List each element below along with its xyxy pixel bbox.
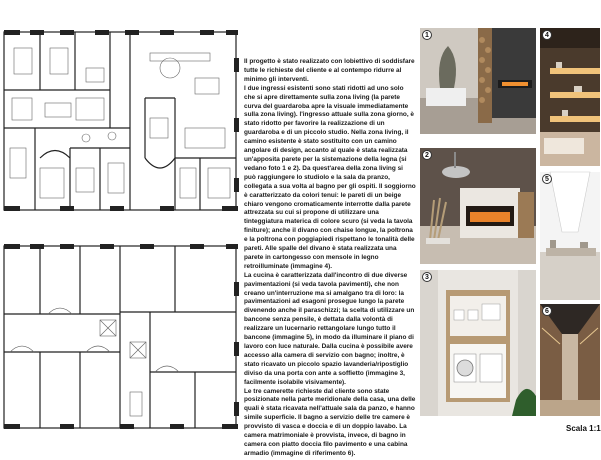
laundry-closet-photo-icon <box>420 270 536 416</box>
description-paragraph-living: I due ingressi esistenti sono stati ridotti ad uno solo che si apre direttamente sulla zona living (la parete curva del guardaroba apre la visuale immediatamente sulla zona living). l'ingresso attuale sulla zona giorno, è stato ridotto per favorire la realizzazione di un guardaroba e di un piccolo studio. Nella zona living, il camino esistente è stato sostituito con un camino angolare di design, accanto al quale è stata realizzata un'apposita parete per la sistemazione della legna (si vedano foto 1 e 2). Da quest'area della zona living si può raggiungere lo studiolo e la sala da pranzo, collegata a sua volta al bagno per gli ospiti. Il soggiorno è caratterizzato da colori tenui: le pareti di un beige chiaro vengono cromaticamente interrotte dalla parete attrezzata su cui si propone di utilizzare una tinteggiatura materica di colore scuro (si veda la tavola finiture); anche il divano con chaise longue, la poltrona e la poltrona con poggiapiedi rispettano le tonalità delle pareti. Alle spalle del divano è stata realizzata una parete in cartongesso con mensole in legno retroilluminate (immagine 4). <box>244 84 416 270</box>
description-paragraph-intro: Il progetto è stato realizzato con lobiettivo di soddisfare tutte le richieste del cliente e al contempo ridurre al minimo gli interventi. <box>244 58 415 83</box>
project-description <box>244 58 416 457</box>
walk-in-closet-photo-icon <box>540 304 600 416</box>
photo-number-5: 5 <box>542 174 552 184</box>
floor-plan-existing <box>0 242 240 432</box>
photo-number-2: 2 <box>422 150 432 160</box>
floor-plan-existing-drawing <box>0 242 240 432</box>
corner-fireplace-photo-icon <box>420 148 536 264</box>
floor-plan-project <box>0 28 240 216</box>
backlit-shelves-photo-icon <box>540 28 600 166</box>
kitchen-skylight-photo-icon <box>540 172 600 300</box>
floor-plan-project-drawing <box>0 28 240 216</box>
reference-photo-1 <box>420 28 536 134</box>
photo-number-4: 4 <box>542 30 552 40</box>
description-paragraph-kitchen: La cucina è caratterizzata dall'incontro di due diverse pavimentazioni (si veda tavola pavimenti), che non creano un'interruzione ma si amalgano tra di loro: la pavimentazioni ad esagoni prosegue lungo la parete divenendo anche il paraschizzi; la scelta di utilizzare un bancone senza pensile, è dettata dalla volontà di realizzare un lucernario rettangolare lungo tutto il bancone (immagine 5), in modo da illuminare il piano di lavoro con luce naturale. Dalla cucina è possibile avere accesso alla camera di servizio con bagno; inoltre, è stato ricavato un piccolo spazio lavanderia/ripostiglio diviso da una porta con ante a soffietto (immagine 3, facilmente isolabile visivamente). <box>244 271 415 386</box>
scale-label: Scala 1:1 <box>566 424 601 433</box>
reference-photo-3 <box>420 270 536 416</box>
fireplace-wood-wall-photo-icon <box>420 28 536 134</box>
reference-photo-2 <box>420 148 536 264</box>
photo-number-3: 3 <box>422 272 432 282</box>
photo-number-1: 1 <box>422 30 432 40</box>
reference-photo-4 <box>540 28 600 166</box>
reference-photo-5 <box>540 172 600 300</box>
description-paragraph-bedrooms: Le tre camerette richieste dal cliente sono state posizionate nella parte meridionale della casa, una delle quali è stata ricavata nell'attuale sala da panzo, e hanno simile superficie. Il bagno a servizio delle tre camere è provvisto di vasca e doccia e di un doppio lavabo. La camera matrimoniale è provvista, invece, di bagno in camera con piatto doccia filo pavimento e una cabina armadio (immagine di riferimento 6). <box>244 387 416 457</box>
reference-photo-6 <box>540 304 600 416</box>
photo-number-6: 6 <box>542 306 552 316</box>
